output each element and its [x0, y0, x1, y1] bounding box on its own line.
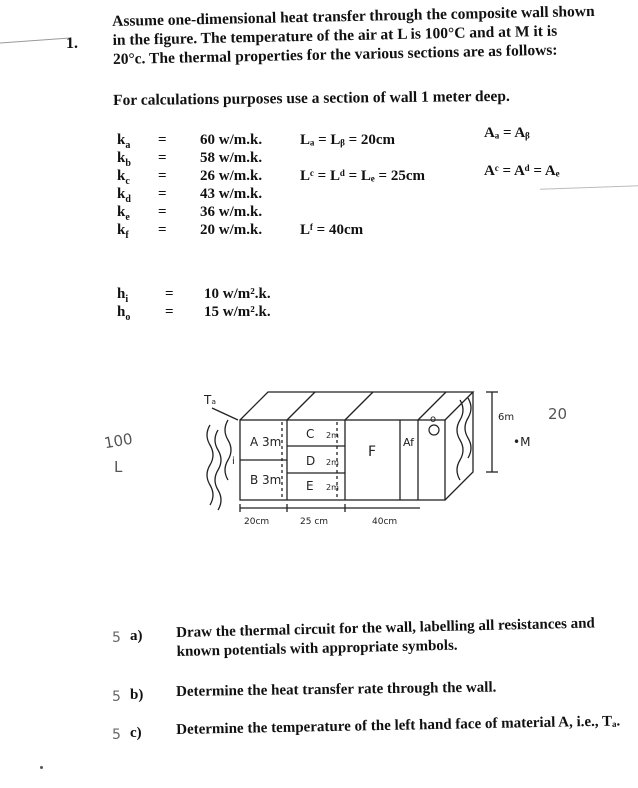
- part-mark: 5: [112, 689, 121, 705]
- convection-equals: =: [165, 286, 174, 302]
- property-note: Lₐ = Lᵦ = 20cm: [300, 132, 396, 148]
- property-value: 36 w/m.k.: [200, 204, 263, 220]
- label-height: 6m: [498, 412, 515, 423]
- depth-note: For calculations purposes use a section of wall 1 meter deep.: [113, 87, 510, 109]
- label-d: D: [306, 454, 316, 468]
- property-symbol: $k_d$: [117, 186, 131, 205]
- label-ta: Tₐ: [204, 393, 217, 407]
- property-value: 20 w/m.k.: [200, 222, 263, 238]
- label-af: Af: [403, 436, 415, 449]
- part-letter: a): [130, 628, 143, 644]
- scan-line: [0, 38, 70, 44]
- part-mark: 5: [112, 630, 121, 646]
- label-c: C: [306, 427, 315, 441]
- part-text: Determine the heat transfer rate through the wall.: [176, 679, 497, 700]
- scan-line-right: [540, 185, 638, 189]
- property-equals: =: [158, 132, 167, 148]
- property-equals: =: [158, 186, 167, 202]
- label-c-dim: 2m: [326, 431, 339, 440]
- convection-value: 10 w/m².k.: [204, 286, 271, 302]
- intro-line-1: Assume one-dimensional heat transfer through the composite wall shown: [112, 2, 595, 30]
- convection-symbol: $h_o$: [117, 304, 131, 323]
- property-symbol: $k_a$: [117, 132, 131, 151]
- convection-value: 15 w/m².k.: [204, 304, 271, 320]
- property-note: Lᶠ = 40cm: [300, 222, 364, 238]
- label-e-dim: 2m: [326, 483, 339, 492]
- label-i: i: [232, 456, 235, 467]
- property-value: 58 w/m.k.: [200, 150, 263, 166]
- label-dim-40: 40cm: [372, 517, 398, 527]
- part-letter: b): [130, 687, 144, 703]
- question-number: 1.: [66, 35, 78, 52]
- property-value: 60 w/m.k.: [200, 132, 263, 148]
- handwritten-left-temp: 100: [102, 429, 134, 453]
- outer-node-marker: [429, 425, 439, 435]
- property-symbol: $k_f$: [117, 222, 129, 241]
- property-value: 26 w/m.k.: [200, 168, 263, 184]
- wall-right-face: [445, 392, 473, 500]
- label-o: o: [430, 414, 437, 425]
- property-symbol: $k_e$: [117, 204, 130, 223]
- label-m: •M: [513, 435, 531, 449]
- property-symbol: $k_c$: [117, 168, 130, 187]
- composite-wall-figure: [100, 380, 580, 530]
- label-f: F: [368, 444, 377, 460]
- part-text: Determine the temperature of the left hand face of material A, i.e., Tₐ.: [176, 713, 621, 738]
- intro-line-3: 20°c. The thermal properties for the various sections are as follows:: [112, 41, 558, 68]
- label-d-dim: 2m: [326, 458, 339, 467]
- property-equals: =: [158, 204, 167, 220]
- stray-mark: [40, 766, 43, 769]
- property-note: Lᶜ = Lᵈ = Lₑ = 25cm: [300, 168, 425, 184]
- property-symbol: $k_b$: [117, 150, 131, 169]
- property-value: 43 w/m.k.: [200, 186, 263, 202]
- area-cde: Aᶜ = Aᵈ = Aₑ: [484, 163, 560, 179]
- handwritten-right-temp: 20: [548, 405, 568, 423]
- part-text: Draw the thermal circuit for the wall, labelling all resistances and known potentials with appropriate symbols.: [176, 615, 595, 660]
- area-ab: Aₐ = Aᵦ: [484, 125, 530, 141]
- property-equals: =: [158, 150, 167, 166]
- question-intro: [112, 1, 623, 69]
- convection-equals: =: [165, 304, 174, 320]
- label-dim-25: 25 cm: [300, 517, 329, 527]
- intro-line-2: in the figure. The temperature of the air at L is 100°C and at M it is: [112, 22, 558, 49]
- property-equals: =: [158, 168, 167, 184]
- wall-top-face: [240, 392, 473, 420]
- label-dim-20: 20cm: [244, 517, 270, 527]
- convection-symbol: $h_i$: [117, 286, 129, 305]
- label-b: B 3m: [250, 473, 282, 487]
- label-e: E: [306, 479, 314, 493]
- handwritten-left-letter: L: [114, 458, 123, 476]
- part-mark: 5: [112, 727, 121, 743]
- part-letter: c): [130, 725, 142, 741]
- label-a: A 3m: [250, 435, 282, 449]
- property-equals: =: [158, 222, 167, 238]
